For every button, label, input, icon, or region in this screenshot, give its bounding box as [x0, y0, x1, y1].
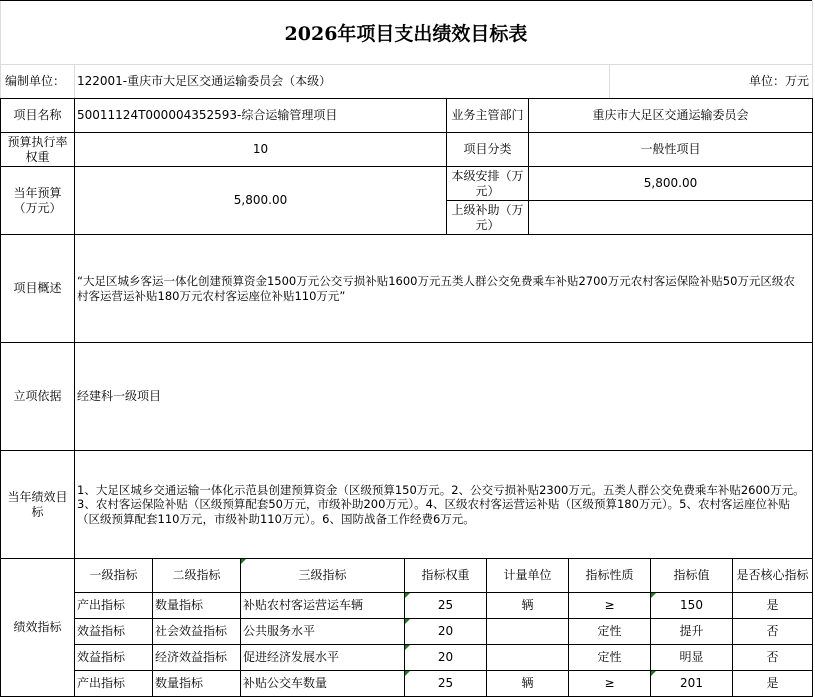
- indicator-row1-level1: 产出指标: [77, 598, 126, 612]
- budget-value: 5,800.00: [233, 193, 288, 207]
- indicator-row4-core: 是: [766, 676, 779, 690]
- project-name-value: 50011124T000004352593-综合运输管理项目: [77, 108, 338, 122]
- indicator-row4-value: 201: [680, 676, 703, 690]
- overview-label: 项目概述: [13, 281, 62, 295]
- indicator-row1-unit: 辆: [521, 598, 534, 612]
- goals-text: 1、大足区城乡交通运输一体化示范县创建预算资金（区级预算150万元。2、公交亏损补贴2300万元。五类人群公交免费乘车补贴2600万元。3、农村客运保险补贴（区级预算配套50万元，市级补助200万元）。4、区级农村客运营运补贴（区级预算180万元）。5、农村客运座位补贴（区级预算配套110万元，市级补助110万元）。6、国防战备工作经费6万元。: [77, 482, 805, 526]
- exec-weight-label: 预算执行率权重: [7, 134, 68, 164]
- comment-marker: [651, 593, 656, 598]
- col-header-level1: 一级指标: [89, 568, 138, 582]
- comment-marker: [241, 559, 246, 564]
- indicator-row4-weight: 25: [437, 676, 454, 690]
- indicators-label: 绩效指标: [13, 620, 62, 634]
- local-label: 本级安排（万元）: [451, 168, 524, 198]
- col-header-level3: 三级指标: [298, 568, 347, 582]
- goals-label: 当年绩效目标: [7, 489, 68, 519]
- indicator-row3-value: 明显: [679, 650, 704, 664]
- col-header-level2: 二级指标: [172, 568, 221, 582]
- page-title: 2026年项目支出绩效目标表: [284, 22, 528, 45]
- comment-marker: [651, 671, 656, 676]
- indicator-row3-level1: 效益指标: [77, 650, 126, 664]
- indicator-row3-level2: 经济效益指标: [155, 650, 228, 664]
- indicator-row3-unit: [487, 645, 568, 670]
- indicator-row3-level3: 促进经济发展水平: [243, 650, 340, 664]
- unit-label: 单位：万元: [748, 74, 809, 88]
- indicator-row3-nature: 定性: [597, 650, 622, 664]
- indicator-row2-level1: 效益指标: [77, 624, 126, 638]
- comment-marker: [405, 671, 410, 676]
- budget-label: 当年预算（万元）: [13, 185, 62, 215]
- upper-label: 上级补助（万元）: [451, 202, 524, 232]
- indicator-row1-level3: 补贴农村客运营运车辆: [243, 598, 364, 612]
- indicator-row2-unit: [487, 619, 568, 644]
- comment-marker: [405, 593, 410, 598]
- comment-marker: [405, 645, 410, 650]
- indicator-row4-level3: 补贴公交车数量: [243, 676, 328, 690]
- indicator-row4-level2: 数量指标: [155, 676, 204, 690]
- indicator-row2-value: 提升: [679, 624, 704, 638]
- col-header-core: 是否核心指标: [736, 568, 809, 582]
- indicator-row1-weight: 25: [437, 598, 454, 612]
- indicator-row4-nature: ≥: [604, 676, 615, 690]
- indicator-row1-level2: 数量指标: [155, 598, 204, 612]
- exec-weight-value: 10: [252, 142, 269, 156]
- indicator-row3-weight: 20: [437, 650, 454, 664]
- project-name-label: 项目名称: [13, 108, 62, 122]
- indicator-row2-level3: 公共服务水平: [243, 624, 316, 638]
- col-header-value: 指标值: [673, 568, 710, 582]
- col-header-unit: 计量单位: [503, 568, 552, 582]
- upper-value: [529, 201, 812, 234]
- col-header-nature: 指标性质: [585, 568, 634, 582]
- basis-text: 经建科一级项目: [77, 389, 162, 403]
- org-value: 122001-重庆市大足区交通运输委员会（本级）: [77, 74, 332, 88]
- category-label: 项目分类: [463, 142, 512, 156]
- indicator-row2-core: 否: [766, 624, 779, 638]
- indicator-row2-weight: 20: [437, 624, 454, 638]
- indicator-row2-nature: 定性: [597, 624, 622, 638]
- border: [812, 98, 813, 697]
- col-header-weight: 指标权重: [421, 568, 470, 582]
- local-value: 5,800.00: [643, 176, 698, 190]
- indicator-row1-value: 150: [680, 598, 703, 612]
- comment-marker: [405, 619, 410, 624]
- gridline: [812, 0, 813, 98]
- indicator-row4-unit: 辆: [521, 676, 534, 690]
- basis-label: 立项依据: [13, 389, 62, 403]
- indicator-row1-core: 是: [766, 598, 779, 612]
- dept-value: 重庆市大足区交通运输委员会: [592, 108, 749, 122]
- category-value: 一般性项目: [640, 142, 701, 156]
- indicator-row3-core: 否: [766, 650, 779, 664]
- indicator-row4-level1: 产出指标: [77, 676, 126, 690]
- overview-text: “大足区城乡客运一体化创建预算资金1500万元公交亏损补贴1600万元五类人群公交免费乘车补贴2700万元农村客运保险补贴50万元区级农村客运营运补贴180万元农村客运座位补贴110万元”: [77, 274, 795, 303]
- indicator-row1-nature: ≥: [604, 598, 615, 612]
- org-label: 编制单位：: [5, 74, 66, 88]
- dept-label: 业务主管部门: [451, 108, 524, 122]
- indicator-row2-level2: 社会效益指标: [155, 624, 228, 638]
